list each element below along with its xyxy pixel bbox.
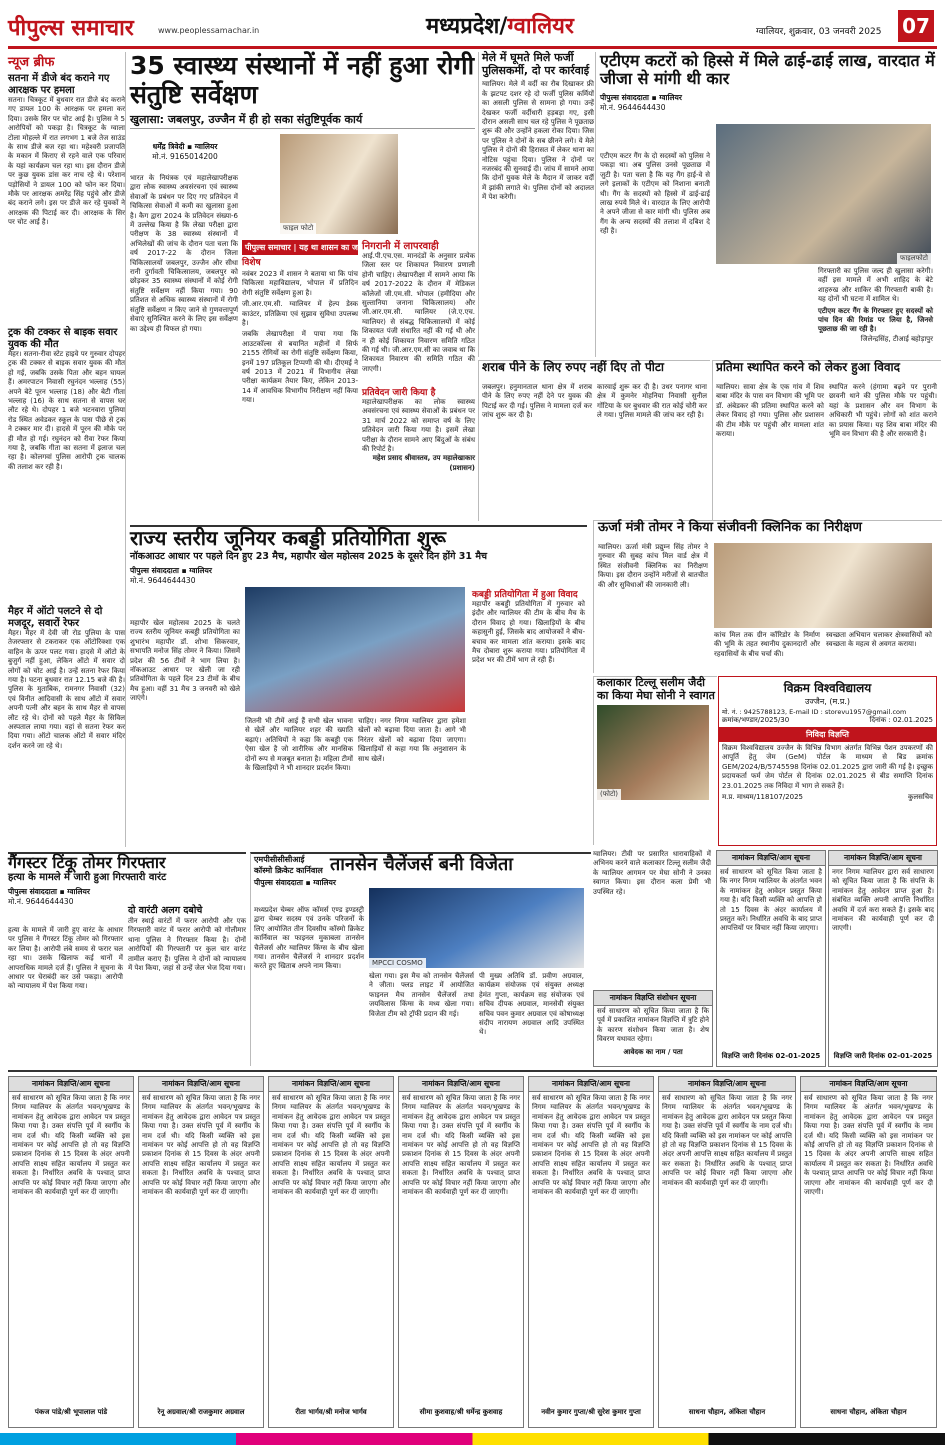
- box-point: जबकि लेखापरीक्षा में पाया गया कि आउटकॉल्स से बयानित महीनों में सिर्फ 2155 रोगियों का रोगी संतुष्टि सर्वेक्षण किया, इनमें 197 प्रतिकूल टिप्पणी की थी। दीएमई ने वर्ष 2013 में 2021 में विभागीय लेखा परीक्षा कार्यक्रम तैयार किए, लेकिन 2013-14 में आवधिक विभागीय निरीक्षण नहीं किया गया।: [242, 330, 358, 405]
- tansen-headline[interactable]: तानसेन चैलेंजर्स बनी विजेता: [330, 853, 513, 875]
- col3-body: आई.पी.एच.एस. मानदंडों के अनुसार प्रत्येक जिला स्तर पर शिकायत निवारण प्रणाली होनी चाहिए। लेखापरीक्षा में सामने आया कि वर्ष 2017-2022 के दौरान में मेडिकल कॉलेजों जी.एम.सी. भोपाल (हमीदिया और सुल्तानिया जनाना चिकित्सालय) और जी.आर.एम.सी. ग्वालियर (जे.ए.एच. ग्वालियर) से संबद्ध चिकित्सालयों में कोई शिकायत पंजी संधारित नहीं की गई थी और न ही कोई शिकायत निवारण समिति गठित की गई थी। जी.आर.एम.सी का जवाब था कि शिकायत निवारण की समिति गठित की जाएगी।: [362, 252, 475, 373]
- notice-col: [268, 1076, 394, 1428]
- notice-foot: साधना चौहान, अंकिता चौहान: [688, 1408, 766, 1416]
- tender-notice-title: निविदा विज्ञप्ति: [719, 727, 936, 742]
- notice-foot: रेनू अग्रवाल/श्री राजकुमार अग्रवाल: [157, 1408, 245, 1416]
- fake-police-headline[interactable]: मेले में घूमते मिले फर्जी पुलिसकर्मी, दो पर कार्रवाई: [482, 51, 590, 77]
- tender-sign: कुलसचिव: [907, 793, 933, 802]
- notice-col: [138, 1076, 264, 1428]
- kabaddi-body: महापौर खेल महोत्सव 2025 के चलते राज्य स्तरीय जूनियर कबड्डी प्रतियोगिता का शुभारंभ महापौर डॉ. शोभा सिकरवार, सभापति मनोज सिंह तोमर ने किया। जिसमें प्रदेश की 56 टीमों ने भाग लिया है। नॉकआउट आधार पर खेली जा रही प्रतियोगिता के पहले दिन 23 टीमों के बीच मैच हुआ। वहीं 31 मैच 3 जनवरी को खेले जाएंगे।: [130, 619, 240, 703]
- lead-headline[interactable]: 35 स्वास्थ्य संस्थानों में नहीं हुआ रोगी संतुष्टि सर्वेक्षण: [130, 51, 475, 109]
- newspaper-logo[interactable]: पीपुल्स समाचार: [8, 15, 134, 41]
- notice-head: नामांकन विज्ञप्ति/आम सूचना: [829, 851, 937, 866]
- bottom-notices: [8, 1070, 937, 1430]
- liquor-col2: कारवाई शुरू कर दी है। उधर पनागर थाना क्षेत्र में कुमनेर मोहनिया निवासी सुनील गोंटिया के घर बुधवार की रात कोई चोरी कर ले गया। पुलिस मामले की जांच कर रही है।: [597, 383, 707, 420]
- byline-mobile: मो.नं. 9644644430: [600, 102, 666, 112]
- notice-foot: साधना चौहान, अंकिता चौहान: [830, 1408, 907, 1416]
- notice-right: [828, 850, 938, 1067]
- tansen-story: एमपीसीसीसीआई कॉस्मो क्रिकेट कार्निवाल तानसेन चैलेंजर्स बनी विजेता पीपुल्स संवाददाता ▪ ग्वालियर MPCCI COSMO मध्यप्रदेश चेम्बर ऑफ कॉमर्स एण्ड इण्डस्ट्री द्वारा चेम्बर सदस्य एवं उनके परिजनों के लिए आयोजित तीन दिवसीय कॉस्मो क्रिकेट कार्निवाल का फाइनल मुकाबला तानसेन चैलेंजर्स और ग्वालियर किंग्स के बीच खेला गया। तानसेन चैलेंजर्स ने शानदार प्रदर्शन करते हुए खिताब अपने नाम किया। खेला गया। इस मैच को तानसेन चैलेंजर्स ने जीता। फ्लड लाइट में आयोजित फाइनल मैच तानसेन चैलेंजर्स तथा जयविलास किंग्स के मध्य खेला गया। विजेता टीम को ट्रॉफी प्रदान की गई। पी मुख्य अतिथि डॉ. प्रवीण अग्रवाल, कार्यक्रम संयोजक एवं संयुक्त अध्यक्ष हेमंत गुप्ता, कार्यक्रम सह संयोजक एवं सचिव दीपक अग्रवाल, मानसेवी संयुक्त सचिव पवन कुमार अग्रवाल एवं कोषाध्यक्ष संदीप नारायण अग्रवाल आदि उपस्थित थे।: [250, 852, 591, 1066]
- notice-body: सर्व साधारण को सूचित किया जाता है कि नगर निगम ग्वालियर के अंतर्गत भवन/भूखण्ड के नामांकन हेतु आवेदक द्वारा आवेदन पत्र प्रस्तुत किया गया है। उक्त संपत्ति पूर्व में स्वर्गीय के नाम दर्ज थी। यदि किसी व्यक्ति को इस नामांकन पर कोई आपत्ति हो तो वह विज्ञप्ति प्रकाशन दिनांक से 15 दिवस के अंदर अपनी आपत्ति साक्ष्य सहित कार्यालय में प्रस्तुत कर सकता है। निर्धारित अवधि के पश्चात् प्राप्त आपत्ति पर कोई विचार नहीं किया जाएगा और नामांकन की कार्यवाही पूर्ण कर दी जाएगी।: [272, 1094, 390, 1197]
- notice-head: नामांकन विज्ञप्ति/आम सूचना: [139, 1077, 263, 1092]
- tansen-col3: पी मुख्य अतिथि डॉ. प्रवीण अग्रवाल, कार्यक्रम संयोजक एवं संयुक्त अध्यक्ष हेमंत गुप्ता, कार्यक्रम सह संयोजक एवं सचिव दीपक अग्रवाल, मानसेवी संयुक्त सचिव पवन कुमार अग्रवाल एवं कोषाध्यक्ष संदीप नारायण अग्रवाल आदि उपस्थित थे।: [479, 972, 584, 1037]
- box-point: जी.आर.एम.सी. ग्वालियर में हेल्प डेस्क काउंटर, प्रतिक्रिया एवं सुझाव सुविधा उपलब्ध है।: [242, 300, 358, 328]
- gangster-story: गैंगस्टर टिंकू तोमर गिरफ्तार हत्या के मामले में जारी हुआ गिरफ्तारी वारंट पीपुल्स संवाददाता ▪ ग्वालियर मो.नं. 9644644430 हत्या के मामले में जारी हुए वारंट के आधार पर पुलिस ने गैंगस्टर टिंकू तोमर को गिरफ्तार कर लिया है। आरोपी लंबे समय से फरार चल रहा था। उसके खिलाफ कई थानों में आपराधिक मामले दर्ज हैं। पुलिस ने सूचना के आधार पर घेराबंदी कर उसे पकड़ा। आरोपी को न्यायालय में पेश किया गया। दो वारंटी अलग दबोचे तीन स्थाई वारंटों में फरार आरोपी और एक गिरफ्तारी वारंट में फरार आरोपी को गोलीमार थाना पुलिस ने गिरफ्तार किया है। दोनों आरोपियों की गिरफ्तारी पर कुल चार वारंट तामील कराए हैं। पुलिस ने दोनों को न्यायालय में पेश किया, जहां से उन्हें जेल भेज दिया गया।: [8, 852, 246, 1066]
- notice-body: सर्व साधारण को सूचित किया जाता है कि नगर निगम ग्वालियर के अंतर्गत भवन/भूखण्ड के नामांकन हेतु आवेदक द्वारा आवेदन पत्र प्रस्तुत किया गया है। उक्त संपत्ति पूर्व में स्वर्गीय के नाम दर्ज थी। यदि किसी व्यक्ति को इस नामांकन पर कोई आपत्ति हो तो वह विज्ञप्ति प्रकाशन दिनांक से 15 दिवस के अंदर अपनी आपत्ति साक्ष्य सहित कार्यालय में प्रस्तुत कर सकता है। निर्धारित अवधि के पश्चात् प्राप्त आपत्ति पर कोई विचार नहीं किया जाएगा और नामांकन की कार्यवाही पूर्ण कर दी जाएगी।: [804, 1094, 933, 1197]
- statue-story: [712, 360, 941, 521]
- box-point: नवंबर 2023 में शासन ने बताया था कि पांच चिकित्सा महाविद्यालय, भोपाल में प्रतिदिन रोगी संतुष्टि सर्वेक्षण हुआ है।: [242, 270, 358, 297]
- tender-date: दिनांक : 02.01.2025: [869, 716, 933, 724]
- notice-col: [658, 1076, 796, 1428]
- news-brief-label: न्यूज ब्रीफ: [8, 55, 55, 70]
- tillu-story: [593, 676, 717, 845]
- statue-col2: स्थापित करने (हंगामा बढ़ने पर पुरानी छावनी थाने की पुलिस मौके पर पहुंची। यहां के प्रशासन और वन विभाग के अधिकारी भी पहुंचे। लोगों को शांत कराने का प्रयास किया। यह शिव बाबा मंदिर की भूमि वन विभाग की है और सरकारी है।: [829, 383, 937, 439]
- kabaddi-headline[interactable]: राज्य स्तरीय जूनियर कबड्डी प्रतियोगिता शुरू: [130, 526, 446, 550]
- tillu-headline[interactable]: कलाकार टिल्लू सलीम जैदी का किया मेघा सोनी ने स्वागत: [597, 676, 715, 702]
- page-number: 07: [898, 10, 934, 42]
- clinic-col2: कांच मिल तक ग्रीन कॉरिडोर के निर्माण की भूमि के तहत स्थानीय दुकानदारों और रहवासियों के बीच चर्चा की।: [714, 631, 820, 658]
- kabaddi-photo: [245, 587, 465, 712]
- byline-name: पीपुल्स संवाददाता: [254, 878, 303, 887]
- notice-head: नामांकन विज्ञप्ति/आम सूचना: [399, 1077, 523, 1092]
- byline-name: पीपुल्स संवाददाता: [130, 565, 179, 575]
- notice-foot: सीमा कुशवाह/श्री धर्मेन्द्र कुशवाह: [419, 1408, 503, 1416]
- notice-head: नामांकन विज्ञप्ति संशोधन सूचना: [594, 991, 712, 1006]
- notice-foot: रीता भार्गव/श्री मनोज भार्गव: [295, 1408, 367, 1416]
- fake-police-story: [478, 52, 594, 357]
- news-brief-column: [8, 52, 126, 847]
- clinic-story: [593, 520, 942, 673]
- notice-col: [528, 1076, 654, 1428]
- mp-no: म.प्र. माध्यम/118107/2025: [722, 793, 803, 802]
- lead-col3: [362, 238, 475, 518]
- lead-body: भारत के नियंत्रक एवं महालेखापरीक्षक द्वारा लोक स्वास्थ्य अवसंरचना एवं स्वास्थ्य सेवाओं के प्रबंधन पर दिए गए प्रतिवेदन में चिकित्सा सेवाओं में कमी का खुलासा हुआ है। कैग द्वारा 2024 के प्रतिवेदन संख्या-6 में उल्लेख किया है कि लेखा परीक्षा द्वारा परीक्षण के 38 स्वास्थ्य संस्थानों में अभिलेखों की जांच के दौरान पता चला कि वर्ष 2017-22 के दौरान जिला चिकित्सालयों जबलपुर, उज्जैन और सीधा रानी दुर्गावती चिकित्सालय, जबलपुर को छोड़कर 35 स्वास्थ्य संस्थानों में कोई रोगी संतुष्टि सर्वेक्षण नहीं किया गया। 90 प्रतिशत से अधिक स्वास्थ्य संस्थानों में रोगी संतुष्टि सर्वेक्षण न किए जाने से गुणवत्तापूर्ण सेवाएं सुनिश्चित करने के लिए इस सर्वेक्षण का उद्देश्य ही विफल हो गया।: [130, 174, 238, 333]
- tender-contact: मो. नं. : 9425788123, E-mail ID : storevu1957@gmail.com: [722, 708, 907, 716]
- tillu-body-block: [593, 850, 711, 985]
- photo-caption: फाइलफोटो: [897, 253, 931, 264]
- clinic-photo: [714, 543, 932, 628]
- byline-name: पीपुल्स संवाददाता: [600, 92, 649, 102]
- gangster-body: हत्या के मामले में जारी हुए वारंट के आधार पर पुलिस ने गैंगस्टर टिंकू तोमर को गिरफ्तार कर लिया है। आरोपी लंबे समय से फरार चल रहा था। उसके खिलाफ कई थानों में आपराधिक मामले दर्ज हैं। पुलिस ने सूचना के आधार पर घेराबंदी कर उसे पकड़ा। आरोपी को न्यायालय में पेश किया गया।: [8, 926, 123, 991]
- atm-story: एटीएम कटरों को हिस्से में मिले ढाई-ढाई लाख, वारदात में जीजा से मांगी थी कार पीपुल्स संवाददाता ▪ ग्वालियर मो.नं. 9644644430 फाइलफोटो एटीएम कटर गैंग के दो सदस्यों को पुलिस ने पकड़ा था। अब पुलिस उनसे पूछताछ में जुटी है। पता चला है कि यह गैंग हाई-वे से लगे इलाकों के एटीएम को निशाना बनाती थी। गैंग के सदस्यों को हिस्से में ढाई-ढाई लाख रुपये मिले थे। वारदात के लिए आरोपी ने अपने जीजा से कार मांगी थी। पुलिस अब गैंग के अन्य सदस्यों की तलाश में दबिश दे रही है। गिरफ्तारी का पुलिस जल्द ही खुलासा करेगी। वहीं इस मामले में अभी शाहिद के बेटे शाहरुख और शाकिर की गिरफ्तारी बाकी है। यह दोनों भी घटना में शामिल थे। एटीएम कटर गैंग के गिरफ्तार हुए सदस्यों को पांच दिन की रिमांड पर लिया है, जिनसे पूछताछ की जा रही है। जिलेन्द्रसिंह, टीआई बहोड़ापुर: [595, 52, 942, 357]
- clinic-col3: स्वच्छता अभियान चलाकर क्षेत्रवासियों को स्वच्छता के महत्व से अवगत कराया।: [826, 631, 932, 649]
- notice-foot: नवीन कुमार गुप्ता/श्री सुरेश कुमार गुप्ता: [541, 1408, 641, 1416]
- notice-col: [800, 1076, 937, 1428]
- brief-body: सतना। चित्रकूट में बुधवार रात डीजे बंद कराने गए डायल 100 के आरक्षक पर हमला कर दिया। उसके सिर पर चोट आई है। पुलिस ने 5 आरोपियों को पकड़ा है। चित्रकूट के ग्वाला टोला मोहल्ले में रात लगभग 1 बजे तेज साउंड के साथ डीजे बज रहा था। महेश्वरी प्रजापति के मकान में किराए से रहने वाले एक परिवार के यहां कार्यक्रम चल रहा था। इस दौरान डीजे पर कुछ युवक डांस कर नाच रहे थे। परेशान पड़ोसियों ने डायल 100 को फोन कर दिया। मौके पर आरक्षक अमरेंद्र सिंह पहुंचे और डीजे बंद कराने लगे। इस पर डीजे कर रहे युवकों ने आरक्षक की पिटाई कर दी। आरक्षक के सिर पर चोट आई है।: [8, 96, 125, 227]
- statue-body: ग्वालियर। सावा क्षेत्र के एक गांव में शिव बाबा मंदिर के पास वन विभाग की भूमि पर डॉ. अंबेडकर की प्रतिमा स्थापित करने को लेकर विवाद हो गया। पुलिस और प्रशासन की टीम मौके पर पहुंची और मामला शांत कराया।: [716, 383, 824, 439]
- notice-body: सर्व साधारण को सूचित किया जाता है कि नगर निगम ग्वालियर के अंतर्गत भवन/भूखण्ड के नामांकन हेतु आवेदक द्वारा आवेदन पत्र प्रस्तुत किया गया है। उक्त संपत्ति पूर्व में स्वर्गीय के नाम दर्ज थी। यदि किसी व्यक्ति को इस नामांकन पर कोई आपत्ति हो तो वह विज्ञप्ति प्रकाशन दिनांक से 15 दिवस के अंदर अपनी आपत्ति साक्ष्य सहित कार्यालय में प्रस्तुत कर सकता है। निर्धारित अवधि के पश्चात् प्राप्त आपत्ति पर कोई विचार नहीं किया जाएगा और नामांकन की कार्यवाही पूर्ण कर दी जाएगी।: [532, 1094, 650, 1197]
- notice-body: सर्व साधारण को सूचित किया जाता है कि पूर्व में प्रकाशित नामांकन विज्ञप्ति में त्रुटि होने के कारण संशोधन किया जाता है। शेष विवरण यथावत रहेगा।: [597, 1007, 709, 1044]
- kabaddi-subhead: नॉकआउट आधार पर पहले दिन हुए 23 मैच, महापौर खेल महोत्सव 2025 के दूसरे दिन होंगे 31 मैच: [130, 551, 488, 562]
- brief-title: मैहर में ऑटो पलटने से दो मजदूर, सवारों रेफर: [8, 606, 103, 629]
- special-label: विशेष: [242, 258, 261, 268]
- kabaddi-col2: जितनी भी टीमें आई हैं सभी खेल भावना से खेलें और ग्वालियर शहर की ख्याति बढ़ाएं। अतिथियों ने कहा कि कबड्डी एक ऐसा खेल है जो शारीरिक और मानसिक दोनों रूप से मजबूत बनाता है। महिला टीमों के खिलाड़ियों ने भी शानदार प्रदर्शन किया।: [245, 717, 353, 773]
- notice-body: सर्व साधारण को सूचित किया जाता है कि नगर निगम ग्वालियर के अंतर्गत भवन/भूखण्ड के नामांकन हेतु आवेदक द्वारा आवेदन पत्र प्रस्तुत किया गया है। उक्त संपत्ति पूर्व में स्वर्गीय के नाम दर्ज थी। यदि किसी व्यक्ति को इस नामांकन पर कोई आपत्ति हो तो वह विज्ञप्ति प्रकाशन दिनांक से 15 दिवस के अंदर अपनी आपत्ति साक्ष्य सहित कार्यालय में प्रस्तुत कर सकता है। निर्धारित अवधि के पश्चात् प्राप्त आपत्ति पर कोई विचार नहीं किया जाएगा और नामांकन की कार्यवाही पूर्ण कर दी जाएगी।: [662, 1094, 792, 1187]
- notice-col: [398, 1076, 524, 1428]
- statue-headline[interactable]: प्रतिमा स्थापित करने को लेकर हुआ विवाद: [716, 360, 901, 374]
- lead-subhead: खुलासा: जबलपुर, उज्जैन में ही हो सका संतुष्टिपूर्वक कार्य: [130, 114, 475, 130]
- notice-foot: पंकज पांडे/श्री भूपालाल पांडे: [34, 1408, 108, 1416]
- liquor-story: [478, 360, 710, 521]
- col3-sign: महेश प्रसाद श्रीवास्तव, उप महालेखाकार (प्रशासन): [372, 454, 475, 472]
- tillu-photo: [597, 705, 709, 800]
- kabaddi-story: राज्य स्तरीय जूनियर कबड्डी प्रतियोगिता शुरू नॉकआउट आधार पर पहले दिन हुए 23 मैच, महापौर खेल महोत्सव 2025 के दूसरे दिन होंगे 31 मैच पीपुल्स संवाददाता ▪ ग्वालियर मो.नं. 9644644430 महापौर खेल महोत्सव 2025 के चलते राज्य स्तरीय जूनियर कबड्डी प्रतियोगिता का शुभारंभ महापौर डॉ. शोभा सिकरवार, सभापति मनोज सिंह तोमर ने किया। जिसमें प्रदेश की 56 टीमों ने भाग लिया है। नॉकआउट आधार पर खेली जा रही प्रतियोगिता के पहले दिन 23 टीमों के बीच मैच हुआ। वहीं 31 मैच 3 जनवरी को खेले जाएंगे। जितनी भी टीमें आई हैं सभी खेल भावना से खेलें और ग्वालियर शहर की ख्याति बढ़ाएं। अतिथियों ने कहा कि कबड्डी एक ऐसा खेल है जो शारीरिक और मानसिक दोनों रूप से मजबूत बनाता है। महिला टीमों के खिलाड़ियों ने भी शानदार प्रदर्शन किया। चाहिए। नगर निगम ग्वालियर द्वारा हमेशा खेलों को बढ़ावा दिया जाता है। आगे भी निरंतर खेलों को बढ़ावा दिया जाएगा। खिलाड़ियों से कहा गया कि अनुशासन के साथ खेलें। कबड्डी प्रतियोगिता में हुआ विवाद महापौर कबड्डी प्रतियोगिता में गुरुवार को इंदौर और ग्वालियर की टीम के बीच मैच के दौरान विवाद हो गया। खिलाड़ियों के बीच कहासुनी हुई, जिसके बाद आयोजकों ने बीच-बचाव कर मामला शांत कराया। इसके बाद मैच दोबारा शुरू कराया गया। प्रतियोगिता में प्रदेश भर की टीमें भाग ले रही हैं।: [130, 525, 587, 849]
- lead-story: [130, 52, 475, 522]
- liquor-headline[interactable]: शराब पीने के लिए रुपए नहीं दिए तो पीटा: [482, 360, 665, 374]
- notice-head: नामांकन विज्ञप्ति/आम सूचना: [717, 851, 825, 866]
- photo-caption: (फोटो): [597, 789, 621, 800]
- col3-sub: प्रतिवेदन जारी किया है: [362, 388, 436, 398]
- notice-foot: विज्ञप्ति जारी दिनांक 02-01-2025: [833, 1052, 933, 1060]
- notice-foot: आवेदक का नाम / पता: [623, 1047, 683, 1056]
- byline-mobile: मो.नं. 9644644430: [130, 575, 196, 585]
- gangster-subhead2: दो वारंटी अलग दबोचे: [128, 905, 203, 916]
- university-name: विक्रम विश्वविद्यालय: [783, 681, 872, 695]
- notice-body: सर्व साधारण को सूचित किया जाता है कि नगर निगम ग्वालियर के अंतर्गत भवन/भूखण्ड के नामांकन हेतु आवेदक द्वारा आवेदन पत्र प्रस्तुत किया गया है। उक्त संपत्ति पूर्व में स्वर्गीय के नाम दर्ज थी। यदि किसी व्यक्ति को इस नामांकन पर कोई आपत्ति हो तो वह विज्ञप्ति प्रकाशन दिनांक से 15 दिवस के अंदर अपनी आपत्ति साक्ष्य सहित कार्यालय में प्रस्तुत कर सकता है। निर्धारित अवधि के पश्चात् प्राप्त आपत्ति पर कोई विचार नहीं किया जाएगा और नामांकन की कार्यवाही पूर्ण कर दी जाएगी।: [142, 1094, 260, 1197]
- liquor-body: जबलपुर। हनुमानताल थाना क्षेत्र में शराब पीने के लिए रुपए नहीं देने पर युवक की पिटाई कर दी गई। पुलिस ने मामला दर्ज कर जांच शुरू कर दी है।: [482, 383, 592, 420]
- atm-body: एटीएम कटर गैंग के दो सदस्यों को पुलिस ने पकड़ा था। अब पुलिस उनसे पूछताछ में जुटी है। पता चला है कि यह गैंग हाई-वे से लगे इलाकों के एटीएम को निशाना बनाती थी। गैंग के सदस्यों को हिस्से में ढाई-ढाई लाख रुपये मिले थे। वारदात के लिए आरोपी ने अपने जीजा से कार मांगी थी। पुलिस अब गैंग के अन्य सदस्यों की तलाश में दबिश दे रही है।: [600, 152, 710, 236]
- gangster-headline[interactable]: गैंगस्टर टिंकू तोमर गिरफ्तार: [8, 853, 166, 872]
- gangster-col2-body: तीन स्थाई वारंटों में फरार आरोपी और एक गिरफ्तारी वारंट में फरार आरोपी को गोलीमार थाना पुलिस ने गिरफ्तार किया है। दोनों आरोपियों की गिरफ्तारी पर कुल चार वारंट तामील कराए हैं। पुलिस ने दोनों को न्यायालय में पेश किया, जहां से उन्हें जेल भेज दिया गया।: [128, 916, 246, 972]
- photo-caption: MPCCI COSMO: [369, 958, 426, 968]
- byline-mobile: मो.नं. 9644644430: [8, 896, 74, 906]
- masthead: [8, 8, 937, 49]
- brief-body: मैहर। मैहर में देवी जी रोड पुलिया के पास तेजरफ्तार से टकराकर एक ऑटोरिक्शा एक वाहिन के ऊपर पलट गया। हादसे में ऑटो के बुजुर्ग नहीं हुआ, लेकिन ऑटो में सवार दो लोगों को चोट आई है। उन्हें सतना रेफर किया गया है। घटना बुधवार रात 12.15 बजे की है। पुलिस के मुताबिक, रामनगर निवासी (32) एवं विनीत आदिवासी के साथ ऑटो में सवार अपनी पत्नी और बहन के साथ मैहर से वापस लौट रहे थे। दोनों को पहले मैहर के सिविल अस्पताल लाया गया। वहां से सतना रेफर कर दिया गया। ऑटो चालक ऑटो में सवार मंदिर दर्शन करने जा रहे थे।: [8, 629, 125, 750]
- notice-body: सर्व साधारण को सूचित किया जाता है कि नगर निगम ग्वालियर के अंतर्गत भवन के नामांकन हेतु आवेदन प्रस्तुत किया गया है। यदि किसी व्यक्ति को आपत्ति हो तो 15 दिवस के अंदर कार्यालय में प्रस्तुत करें। निर्धारित अवधि के बाद प्राप्त आपत्तियों पर विचार नहीं किया जाएगा।: [720, 868, 822, 933]
- atm-col2-body: गिरफ्तारी का पुलिस जल्द ही खुलासा करेगी। वहीं इस मामले में अभी शाहिद के बेटे शाहरुख और शाकिर की गिरफ्तारी बाकी है। यह दोनों भी घटना में शामिल थे।: [818, 267, 933, 304]
- gangster-col2: [128, 906, 246, 1064]
- brief-body: मैहर। सतना-रीवा स्टेट हाइवे पर गुरुवार दोपहर ट्रक की टक्कर से बाइक सवार युवक की मौत हो गई, जबकि उसके पिता और बहन घायल हैं। अमरपाटन निवासी रघुनंदन भल्लाह (55) अपने बेटे पूरन भल्लाह (18) और बेटी गीता भल्लाह (16) के साथ सतना से वापस घर लौट रहे थे। दोपहर 1 बजे भटनवारा पुलिया रोड स्थित अवेडकर स्कूल के पास पीछे से ट्रक ने टक्कर मार दी। हादसे में पूरन की मौके पर ही मौत हो गई। रघुनंदन को रीवा रेफर किया गया है, जबकि गीता का सतना में इलाज चल रहा है। कोलगवां पुलिस आरोपी ट्रक चालक की तलाश कर रही है।: [8, 350, 125, 471]
- byline-name: धर्मेंद्र त्रिवेदी: [152, 142, 185, 151]
- notice-right: [716, 850, 826, 1067]
- byline-name: पीपुल्स संवाददाता: [8, 886, 57, 896]
- atm-headline[interactable]: एटीएम कटरों को हिस्से में मिले ढाई-ढाई लाख, वारदात में जीजा से मांगी थी कार: [600, 51, 935, 89]
- kabaddi-col3: चाहिए। नगर निगम ग्वालियर द्वारा हमेशा खेलों को बढ़ावा दिया जाता है। आगे भी निरंतर खेलों को बढ़ावा दिया जाएगा। खिलाड़ियों से कहा गया कि अनुशासन के साथ खेलें।: [358, 717, 466, 763]
- atm-note: एटीएम कटर गैंग के गिरफ्तार हुए सदस्यों को पांच दिन की रिमांड पर लिया है, जिनसे पूछताछ की जा रही है।: [818, 306, 933, 334]
- notice-foot: विज्ञप्ति जारी दिनांक 02-01-2025: [721, 1052, 821, 1060]
- col3-title: निगरानी में लापरवाही: [362, 241, 439, 252]
- issue-date: ग्वालियर, शुक्रवार, 03 जनवरी 2025: [756, 27, 882, 37]
- print-color-bar: [0, 1433, 945, 1445]
- brief-title: सतना में डीजे बंद कराने गए आरक्षक पर हमला: [8, 73, 110, 96]
- notice-body: नगर निगम ग्वालियर द्वारा सर्व साधारण को सूचित किया जाता है कि संपत्ति के नामांकन हेतु आवेदन प्राप्त हुआ है। संबंधित व्यक्ति अपनी आपत्ति निर्धारित अवधि में दर्ज करा सकते हैं। इसके बाद नामांकन की कार्यवाही पूर्ण कर दी जाएगी।: [832, 868, 934, 933]
- notice-body: सर्व साधारण को सूचित किया जाता है कि नगर निगम ग्वालियर के अंतर्गत भवन/भूखण्ड के नामांकन हेतु आवेदक द्वारा आवेदन पत्र प्रस्तुत किया गया है। उक्त संपत्ति पूर्व में स्वर्गीय के नाम दर्ज थी। यदि किसी व्यक्ति को इस नामांकन पर कोई आपत्ति हो तो वह विज्ञप्ति प्रकाशन दिनांक से 15 दिवस के अंदर अपनी आपत्ति साक्ष्य सहित कार्यालय में प्रस्तुत कर सकता है। निर्धारित अवधि के पश्चात् प्राप्त आपत्ति पर कोई विचार नहीं किया जाएगा और नामांकन की कार्यवाही पूर्ण कर दी जाएगी।: [402, 1094, 520, 1197]
- website-url[interactable]: www.peoplessamachar.in: [158, 26, 260, 35]
- clinic-headline[interactable]: ऊर्जा मंत्री तोमर ने किया संजीवनी क्लिनिक का निरीक्षण: [598, 520, 862, 535]
- atm-photo: [716, 124, 931, 264]
- lead-photo: [280, 134, 398, 234]
- tillu-body: ग्वालियर। टीवी पर प्रसारित धारावाहिकों में अभिनय करने वाले कलाकार टिल्लू सलीम जैदी के ग्वालियर आगमन पर मेघा सोनी ने उनका स्वागत किया। इस दौरान कला प्रेमी भी उपस्थित रहे।: [593, 850, 711, 896]
- tansen-col2: खेला गया। इस मैच को तानसेन चैलेंजर्स ने जीता। फ्लड लाइट में आयोजित फाइनल मैच तानसेन चैलेंजर्स तथा जयविलास किंग्स के मध्य खेला गया। विजेता टीम को ट्रॉफी प्रदान की गई।: [369, 972, 474, 1018]
- brief-title: ट्रक की टक्कर से बाइक सवार युवक की मौत: [8, 327, 118, 350]
- tender-ref: क्रमांक/भण्डार/2025/30: [722, 716, 790, 724]
- atm-sign: जिलेन्द्रसिंह, टीआई बहोड़ापुर: [860, 334, 933, 343]
- govt-response-box: [242, 240, 370, 515]
- section-title: मध्यप्रदेश/ग्वालियर: [426, 14, 574, 39]
- fake-police-body: ग्वालियर। मेले में वर्दी का रौब दिखाकर फ्री के झटपट दशर रहे दो फर्जी पुलिस कर्मियों का असली पुलिस से सामना हो गया। उन्हें देखकर फर्जी वर्दीधारी हड़बड़ा गए, इसी दौरान असली साथ चल रहे पुलिस ने पूछताछ शुरू की और उन्होंने हकला रोका दिया। जिस पर पुलिस ने दोनों के सब छीनने लगे। ये मेले पुलिस ने दोनों की हिरासत में लेकर थाना का नोटिस पहुंचा दिया। पुलिस ने दोनों पर नजरबंद की सुनवाई दी। जांच में सामने आया कि दोनों युवक मेले के मैदान में जाकर वर्दी में झांकी लगाते थे। पुलिस दोनों को अदालत में पेश करेगी।: [482, 80, 594, 202]
- tender-body: विक्रम विश्वविद्यालय उज्जैन के विभिन्न विभाग अंतर्गत विभिन्न पेंशन उपकरणों की आपूर्ति हेतु जेम (GeM) पोर्टल के माध्यम से बिड क्रमांक GEM/2024/B/5745598 दिनांक 02.01.2025 द्वारा जारी की गई है। इच्छुक प्रदायकर्ता फर्म जेम पोर्टल से दिनांक 02.01.2025 से बीड समाप्ति दिनांक 23.01.2025 तक निविदा में भाग ले सकते हैं।: [722, 744, 933, 790]
- atm-col2: [818, 267, 933, 355]
- kabaddi-red-sub: कबड्डी प्रतियोगिता में हुआ विवाद: [472, 590, 578, 600]
- notice-head: नामांकन विज्ञप्ति/आम सूचना: [801, 1077, 936, 1092]
- notice-head: नामांकन विज्ञप्ति/आम सूचना: [269, 1077, 393, 1092]
- notice-head: नामांकन विज्ञप्ति/आम सूचना: [659, 1077, 795, 1092]
- kabaddi-col4: [472, 587, 585, 847]
- notice-head: नामांकन विज्ञप्ति/आम सूचना: [529, 1077, 653, 1092]
- tansen-body: मध्यप्रदेश चेम्बर ऑफ कॉमर्स एण्ड इण्डस्ट्री द्वारा चेम्बर सदस्य एवं उनके परिजनों के लिए आयोजित तीन दिवसीय कॉस्मो क्रिकेट कार्निवाल का फाइनल मुकाबला तानसेन चैलेंजर्स और ग्वालियर किंग्स के बीच खेला गया। तानसेन चैलेंजर्स ने शानदार प्रदर्शन करते हुए खिताब अपने नाम किया।: [254, 906, 364, 971]
- tansen-tag: एमपीसीसीसीआई कॉस्मो क्रिकेट कार्निवाल: [254, 855, 323, 875]
- tender-ad: [718, 676, 937, 846]
- clinic-body: ग्वालियर। ऊर्जा मंत्री प्रद्युम्न सिंह तोमर ने गुरुवार की सुबह कांच मिल वार्ड क्षेत्र में स्थित संजीवनी क्लिनिक का निरीक्षण किया। इस दौरान उन्होंने मरीजों से बातचीत की और सुविधाओं की जानकारी ली।: [598, 543, 708, 589]
- kabaddi-col4-body: महापौर कबड्डी प्रतियोगिता में गुरुवार को इंदौर और ग्वालियर की टीम के बीच मैच के दौरान विवाद हो गया। खिलाड़ियों के बीच कहासुनी हुई, जिसके बाद आयोजकों ने बीच-बचाव कर मामला शांत कराया। इसके बाद मैच दोबारा शुरू कराया गया। प्रतियोगिता में प्रदेश भर की टीमें भाग ले रही हैं।: [472, 600, 585, 665]
- university-city: उज्जैन, (म.प्र.): [804, 697, 851, 706]
- correction-notice: [593, 990, 713, 1067]
- col3-sub-body: महालेखापरीक्षक का लोक स्वास्थ्य अवसंरचना एवं स्वास्थ्य सेवाओं के प्रबंधन पर 31 मार्च 2022 को समाप्त वर्ष के लिए प्रतिवेदन जारी किया गया है। इसमें लेखा परीक्षा के दौरान सामने आए बिंदुओं के संबंध की रिपोर्ट है।: [362, 398, 475, 454]
- byline-mobile: मो.नं. 9165014200: [152, 152, 218, 161]
- tansen-photo: [369, 888, 584, 968]
- box-header: पीपुल्स समाचार | यह था शासन का जवाब: [242, 240, 358, 255]
- lead-byline-block: धर्मेंद्र त्रिवेदी ▪ ग्वालियर मो.नं. 9165014200: [130, 142, 240, 162]
- notice-head: नामांकन विज्ञप्ति/आम सूचना: [9, 1077, 133, 1092]
- gangster-subhead: हत्या के मामले में जारी हुआ गिरफ्तारी वारंट: [8, 872, 167, 884]
- photo-caption: फाइल फोटो: [280, 223, 316, 234]
- notice-col: [8, 1076, 134, 1428]
- notice-body: सर्व साधारण को सूचित किया जाता है कि नगर निगम ग्वालियर के अंतर्गत भवन/भूखण्ड के नामांकन हेतु आवेदक द्वारा आवेदन पत्र प्रस्तुत किया गया है। उक्त संपत्ति पूर्व में स्वर्गीय के नाम दर्ज थी। यदि किसी व्यक्ति को इस नामांकन पर कोई आपत्ति हो तो वह विज्ञप्ति प्रकाशन दिनांक से 15 दिवस के अंदर अपनी आपत्ति साक्ष्य सहित कार्यालय में प्रस्तुत कर सकता है। निर्धारित अवधि के पश्चात् प्राप्त आपत्ति पर कोई विचार नहीं किया जाएगा और नामांकन की कार्यवाही पूर्ण कर दी जाएगी।: [12, 1094, 130, 1197]
